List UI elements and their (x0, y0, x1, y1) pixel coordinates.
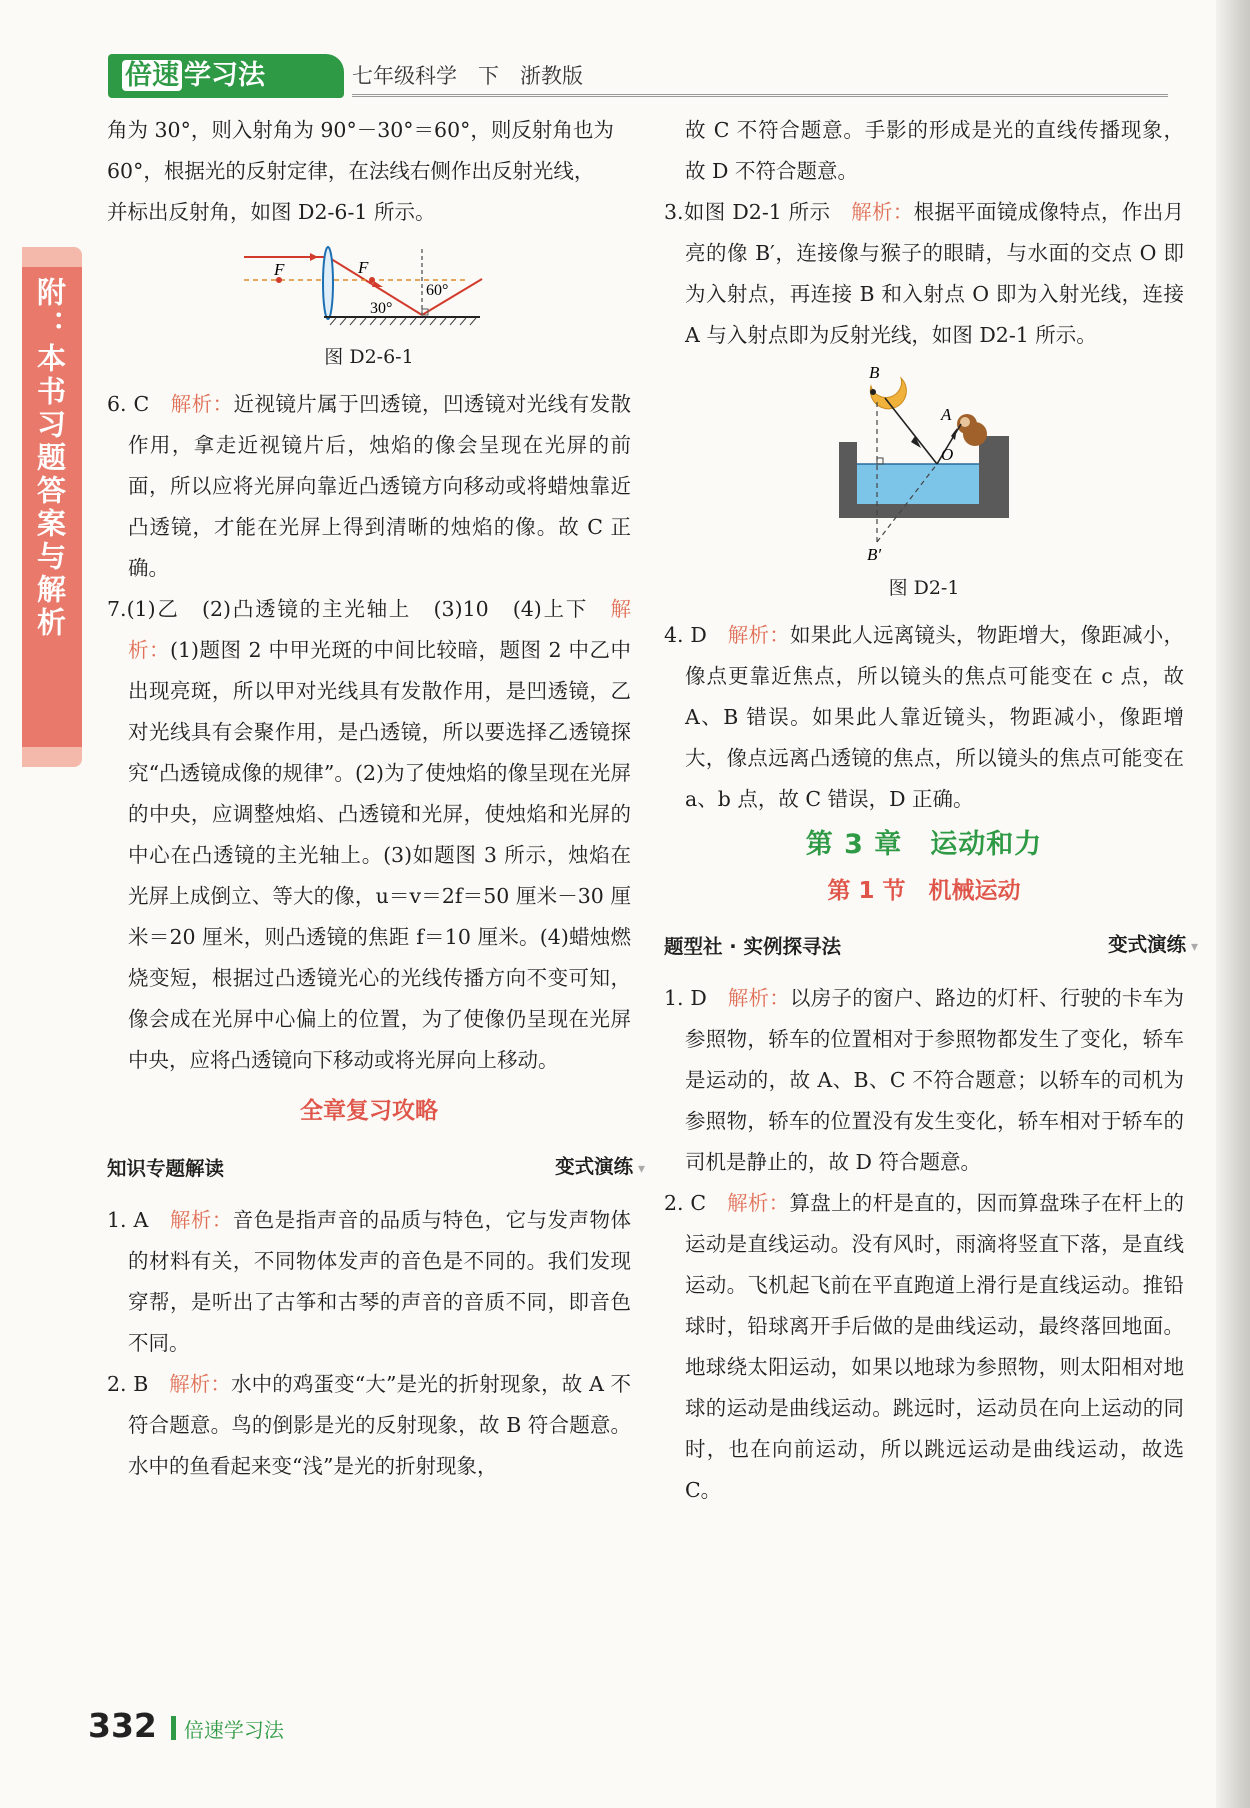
page-footer (88, 1706, 284, 1746)
bar-right-col-label: 题型社 · 实例探寻法 (664, 934, 841, 958)
label-60: 60° (426, 282, 449, 299)
page-header (108, 54, 1168, 98)
bar-right-col-tag: 变式演练 ▾ (1108, 924, 1198, 968)
label-b-prime: B′ (867, 545, 882, 564)
cont-right: 故 C 不符合题意。手影的形成是光的直线传播现象，故 D 不符合题意。 (685, 118, 1184, 183)
side-tab-text: 附：本书习题答案与解析 (33, 277, 67, 640)
label-o: O (941, 445, 954, 464)
label-b: B (869, 364, 880, 382)
bar-right-label: 变式演练 ▾ (555, 1146, 645, 1190)
page-edge (1216, 0, 1250, 1808)
answer-k3: 3.如图 D2-1 所示 解析：根据平面镜成像特点，作出月亮的像 B′，连接像与猴子的眼睛，与水面的交点 O 即为入射点，再连接 B 和入射点 O 即为入射光线，连接 A 与入射点即为反射光线，如图 D2-1 所示。 (664, 200, 1185, 347)
answer-q6: 6. C 解析：近视镜片属于凹透镜，凹透镜对光线有发散作用，拿走近视镜片后，烛焰的像会呈现在光屏的前面，所以应将光屏向靠近凸透镜方向移动或将蜡烛靠近凸透镜，才能在光屏上得到清晰的烛焰的像。故 C 正确。 (107, 392, 632, 580)
review-title: 全章复习攻略 (300, 1098, 438, 1124)
section-title: 第 1 节 机械运动 (827, 878, 1021, 904)
cont-line-2: 60°，根据光的反射定律，在法线右侧作出反射光线， (107, 159, 595, 183)
label-30: 30° (370, 300, 393, 317)
figure-lens-mirror (244, 241, 494, 333)
grade-label: 七年级科学 下 浙教版 (352, 64, 583, 88)
answer-e2: 2. C 解析：算盘上的杆是直的，因而算盘珠子在杆上的运动是直线运动。没有风时，雨滴将竖直下落，是直线运动。飞机起飞前在平直跑道上滑行是直线运动。推铅球时，铅球离开手后做的是曲线运动，最终落回地面。地球绕太阳运动，如果以地球为参照物，则太阳相对地球的运动是曲线运动。跳远时，运动员在向上运动的同时，也在向前运动，所以跳远运动是曲线运动，故选 C。 (664, 1191, 1185, 1502)
section-bar-left (107, 1144, 645, 1192)
brand-logo: 倍速 学习法 (108, 54, 344, 98)
page-number: 332 (88, 1706, 157, 1745)
cont-line-3: 并标出反射角，如图 D2-6-1 所示。 (107, 200, 436, 224)
left-column (107, 110, 634, 1487)
figure-caption-1: 图 D2-6-1 (324, 346, 414, 368)
section-bar-right (664, 922, 1198, 970)
answer-k1: 1. A 解析：音色是指声音的品质与特色，它与发声物体的材料有关，不同物体发声的音色是不同的。我们发现穿帮，是听出了古筝和古琴的声音的音质不同，即音色不同。 (107, 1208, 632, 1355)
side-tab (22, 247, 82, 767)
label-a: A (941, 405, 952, 424)
right-column (664, 110, 1187, 1511)
figure-caption-2: 图 D2-1 (888, 577, 960, 599)
answer-q7: 7.(1)乙 (2)凸透镜的主光轴上 (3)10 (4)上下 解析：(1)题图 2 中甲光斑的中间比较暗，题图 2 中乙中出现亮斑，所以甲对光线具有发散作用，是凹透镜，乙对光线具有会聚作用，是凸透镜，所以要选择乙透镜探究“凸透镜成像的规律”。(2)为了使烛焰的像呈现在光屏的中央，应调整烛焰、凸透镜和光屏，使烛焰和光屏的中心在凸透镜的主光轴上。(3)如题图 3 所示，烛焰在光屏上成倒立、等大的像，u＝v＝2f＝50 厘米－30 厘米＝20 厘米，则凸透镜的焦距 f＝10 厘米。(4)蜡烛燃烧变短，根据过凸透镜光心的光线传播方向不变可知，像会成在光屏中心偏上的位置，为了使像仍呈现在光屏中央，应将凸透镜向下移动或将光屏向上移动。 (107, 597, 632, 1072)
answer-k2: 2. B 解析：水中的鸡蛋变“大”是光的折射现象，故 A 不符合题意。鸟的倒影是光的反射现象，故 B 符合题意。水中的鱼看起来变“浅”是光的折射现象， (107, 1372, 632, 1478)
chapter-title: 第 3 章 运动和力 (805, 829, 1043, 860)
bar-left-label: 知识专题解读 (107, 1156, 225, 1180)
header-rule (352, 94, 1168, 97)
figure-monkey-moon (829, 364, 1019, 564)
label-f1: F (274, 260, 285, 279)
label-f2: F (358, 258, 369, 277)
answer-e1: 1. D 解析：以房子的窗户、路边的灯杆、行驶的卡车为参照物，轿车的位置相对于参照物都发生了变化，轿车是运动的，故 A、B、C 不符合题意；以轿车的司机为参照物，轿车的位置没有发生变化，轿车相对于轿车的司机是静止的，故 D 符合题意。 (664, 986, 1185, 1174)
cont-line-1: 角为 30°，则入射角为 90°－30°＝60°，则反射角也为 (107, 118, 614, 142)
footer-brand: 倍速学习法 (183, 1718, 284, 1742)
answer-k4: 4. D 解析：如果此人远离镜头，物距增大，像距减小，像点更靠近焦点，所以镜头的焦点可能变在 c 点，故 A、B 错误。如果此人靠近镜头，物距减小，像距增大，像点远离凸透镜的焦点，所以镜头的焦点可能变在 a、b 点，故 C 错误，D 正确。 (664, 623, 1185, 811)
